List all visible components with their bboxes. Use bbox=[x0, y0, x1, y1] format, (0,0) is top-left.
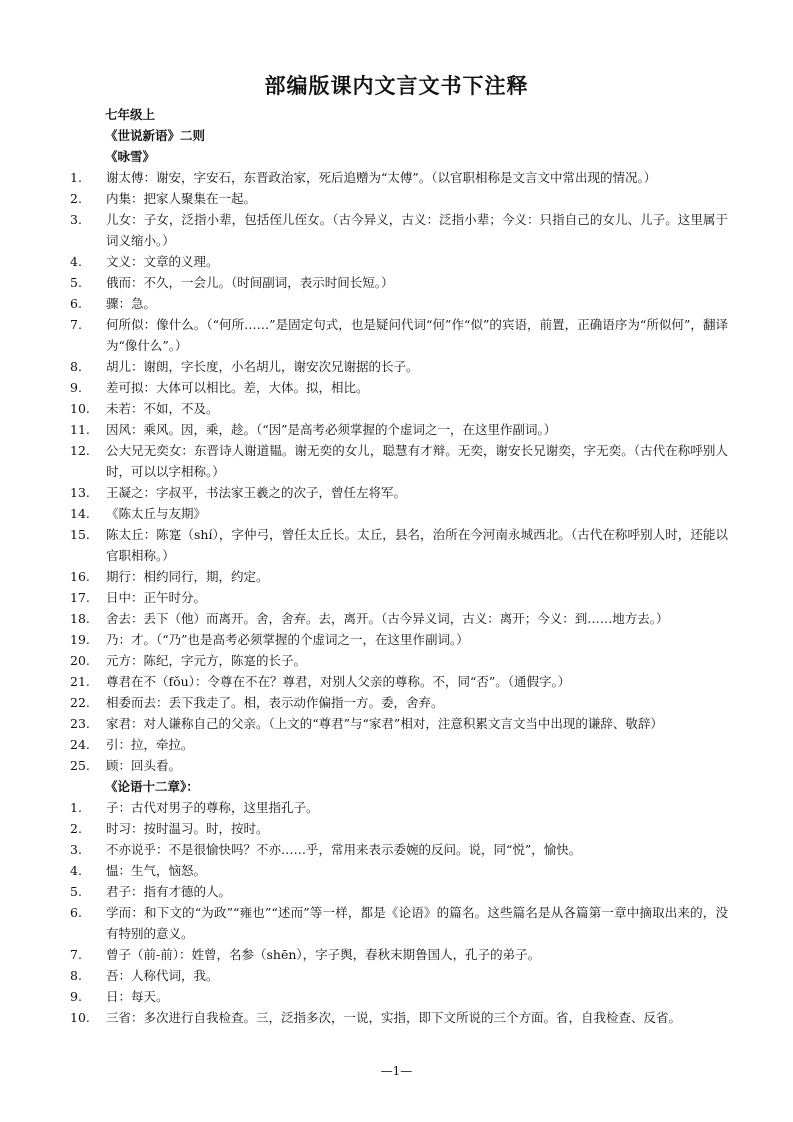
notes-list-lunyu bbox=[70, 797, 728, 1028]
note-number: 3. bbox=[70, 842, 82, 857]
note-text: 元方：陈纪，字元方，陈寔的长子。 bbox=[106, 653, 307, 668]
note-text: 君子：指有才德的人。 bbox=[106, 884, 232, 899]
note-text: 胡儿：谢朗，字长度，小名胡儿，谢安次兄谢据的长子。 bbox=[106, 359, 419, 374]
page-title: 部编版课内文言文书下注释 bbox=[264, 74, 529, 98]
note-item bbox=[70, 902, 728, 944]
note-number: 2. bbox=[70, 821, 82, 836]
note-number: 16. bbox=[70, 569, 90, 584]
note-text: 期行：相约同行，期，约定。 bbox=[106, 569, 269, 584]
note-text: 学而：和下文的“为政”“雍也”“述而”等一样，都是《论语》的篇名。这些篇名是从各篇第一章中摘取出来的，没有特别的意义。 bbox=[106, 905, 728, 941]
note-item bbox=[70, 881, 728, 902]
note-number: 6. bbox=[70, 296, 82, 311]
note-text: 吾：人称代词，我。 bbox=[106, 968, 219, 983]
note-text: 乃：才。（“乃”也是高考必须掌握的个虚词之一，在这里作副词。） bbox=[106, 632, 469, 647]
notes-list-yongxue bbox=[70, 167, 728, 776]
note-item bbox=[70, 797, 728, 818]
note-item bbox=[70, 587, 728, 608]
note-text: 愠：生气，恼怒。 bbox=[106, 863, 207, 878]
page-number: —1— bbox=[380, 1064, 413, 1078]
note-item bbox=[70, 377, 728, 398]
note-item bbox=[70, 398, 728, 419]
note-item bbox=[70, 944, 728, 965]
note-number: 20. bbox=[70, 653, 90, 668]
note-number: 23. bbox=[70, 716, 90, 731]
note-item bbox=[70, 755, 728, 776]
note-item bbox=[70, 965, 728, 986]
subsection-heading-yongxue: 《咏雪》 bbox=[105, 149, 156, 164]
note-text: 《陈太丘与友期》 bbox=[106, 506, 207, 521]
note-number: 1. bbox=[70, 800, 82, 815]
note-number: 5. bbox=[70, 275, 82, 290]
note-item bbox=[70, 734, 728, 755]
note-text: 引：拉，牵拉。 bbox=[106, 737, 194, 752]
note-item bbox=[70, 629, 728, 650]
note-number: 13. bbox=[70, 485, 90, 500]
note-item bbox=[70, 650, 728, 671]
note-text: 何所似：像什么。（“何所……”是固定句式，也是疑问代词“何”作“似”的宾语，前置，正确语序为“所似何”，翻译为“像什么”。） bbox=[106, 317, 728, 353]
note-text: 舍去：丢下（他）而离开。舍，舍弃。去，离开。（古今异义词，古义：离开；今义：到……地方去。） bbox=[106, 611, 669, 626]
note-number: 9. bbox=[70, 989, 82, 1004]
note-text: 相委而去：丢下我走了。相，表示动作偏指一方。委，舍弃。 bbox=[106, 695, 444, 710]
note-text: 尊君在不（fǒu）：令尊在不在？尊君，对别人父亲的尊称。不，同“否”。（通假字。） bbox=[106, 674, 571, 689]
note-item bbox=[70, 293, 728, 314]
note-text: 文义：文章的义理。 bbox=[106, 254, 219, 269]
note-number: 25. bbox=[70, 758, 90, 773]
note-text: 俄而：不久，一会儿。（时间副词，表示时间长短。） bbox=[106, 275, 394, 290]
note-text: 家君：对人谦称自己的父亲。（上文的“尊君”与“家君”相对，注意积累文言文当中出现的谦辞、敬辞） bbox=[106, 716, 663, 731]
note-number: 2. bbox=[70, 191, 82, 206]
note-item bbox=[70, 440, 728, 482]
section-heading-shishuoxinyu: 《世说新语》二则 bbox=[105, 128, 206, 143]
note-text: 因风：乘风。因，乘，趁。（“因”是高考必须掌握的个虚词之一，在这里作副词。） bbox=[106, 422, 557, 437]
note-number: 24. bbox=[70, 737, 90, 752]
note-number: 9. bbox=[70, 380, 82, 395]
note-text: 子：古代对男子的尊称，这里指孔子。 bbox=[106, 800, 319, 815]
note-text: 儿女：子女，泛指小辈，包括侄儿侄女。（古今异义，古义：泛指小辈；今义：只指自己的女儿、儿子。这里属于词义缩小。） bbox=[106, 212, 728, 248]
note-number: 5. bbox=[70, 884, 82, 899]
note-text: 日中：正午时分。 bbox=[106, 590, 207, 605]
note-number: 7. bbox=[70, 947, 82, 962]
note-number: 8. bbox=[70, 359, 82, 374]
note-item bbox=[70, 671, 728, 692]
note-item bbox=[70, 860, 728, 881]
note-text: 不亦说乎：不是很愉快吗？不亦……乎，常用来表示委婉的反问。说，同“悦”，愉快。 bbox=[106, 842, 582, 857]
note-number: 6. bbox=[70, 905, 82, 920]
note-number: 15. bbox=[70, 527, 90, 542]
note-text: 谢太傅：谢安，字安石，东晋政治家，死后追赠为“太傅”。（以官职相称是文言文中常出现的情况。） bbox=[106, 170, 657, 185]
grade-heading: 七年级上 bbox=[105, 107, 156, 122]
note-text: 三省：多次进行自我检查。三，泛指多次，一说，实指，即下文所说的三个方面。省，自我检查、反省。 bbox=[106, 1010, 682, 1025]
note-item bbox=[70, 839, 728, 860]
note-number: 21. bbox=[70, 674, 90, 689]
note-text: 顾：回头看。 bbox=[106, 758, 182, 773]
note-text: 时习：按时温习。时，按时。 bbox=[106, 821, 269, 836]
note-item bbox=[70, 524, 728, 566]
subsection-heading-lunyu: 《论语十二章》： bbox=[105, 779, 199, 794]
note-item bbox=[70, 566, 728, 587]
note-item bbox=[70, 713, 728, 734]
note-number: 4. bbox=[70, 863, 82, 878]
note-text: 骤：急。 bbox=[106, 296, 157, 311]
note-item bbox=[70, 503, 728, 524]
note-item bbox=[70, 314, 728, 356]
note-text: 陈太丘：陈寔（shí），字仲弓，曾任太丘长。太丘，县名，治所在今河南永城西北。（古代在称呼别人时，还能以官职相称。） bbox=[106, 527, 728, 563]
note-item bbox=[70, 1007, 728, 1028]
note-number: 18. bbox=[70, 611, 90, 626]
note-number: 12. bbox=[70, 443, 90, 458]
note-item bbox=[70, 188, 728, 209]
note-number: 4. bbox=[70, 254, 82, 269]
note-number: 8. bbox=[70, 968, 82, 983]
note-item bbox=[70, 251, 728, 272]
note-text: 曾子（前-前）：姓曾，名参（shēn），字子舆，春秋末期鲁国人，孔子的弟子。 bbox=[106, 947, 541, 962]
note-number: 3. bbox=[70, 212, 82, 227]
note-item bbox=[70, 419, 728, 440]
note-item bbox=[70, 986, 728, 1007]
note-text: 内集：把家人聚集在一起。 bbox=[106, 191, 257, 206]
note-number: 10. bbox=[70, 401, 90, 416]
note-number: 14. bbox=[70, 506, 90, 521]
note-item bbox=[70, 482, 728, 503]
note-text: 公大兄无奕女：东晋诗人谢道韫。谢无奕的女儿，聪慧有才辩。无奕，谢安长兄谢奕，字无奕。（古代在称呼别人时，可以以字相称。） bbox=[106, 443, 728, 479]
note-text: 差可拟：大体可以相比。差，大体。拟，相比。 bbox=[106, 380, 369, 395]
note-item bbox=[70, 692, 728, 713]
note-text: 日：每天。 bbox=[106, 989, 169, 1004]
note-number: 17. bbox=[70, 590, 90, 605]
page-content bbox=[70, 104, 728, 1028]
note-item bbox=[70, 209, 728, 251]
note-item bbox=[70, 356, 728, 377]
note-item bbox=[70, 167, 728, 188]
note-number: 19. bbox=[70, 632, 90, 647]
note-number: 11. bbox=[70, 422, 90, 437]
note-number: 10. bbox=[70, 1010, 90, 1025]
note-text: 未若：不如，不及。 bbox=[106, 401, 219, 416]
note-item bbox=[70, 272, 728, 293]
note-item bbox=[70, 818, 728, 839]
note-number: 22. bbox=[70, 695, 90, 710]
note-number: 1. bbox=[70, 170, 82, 185]
note-number: 7. bbox=[70, 317, 82, 332]
note-item bbox=[70, 608, 728, 629]
note-text: 王凝之：字叔平，书法家王羲之的次子，曾任左将军。 bbox=[106, 485, 407, 500]
